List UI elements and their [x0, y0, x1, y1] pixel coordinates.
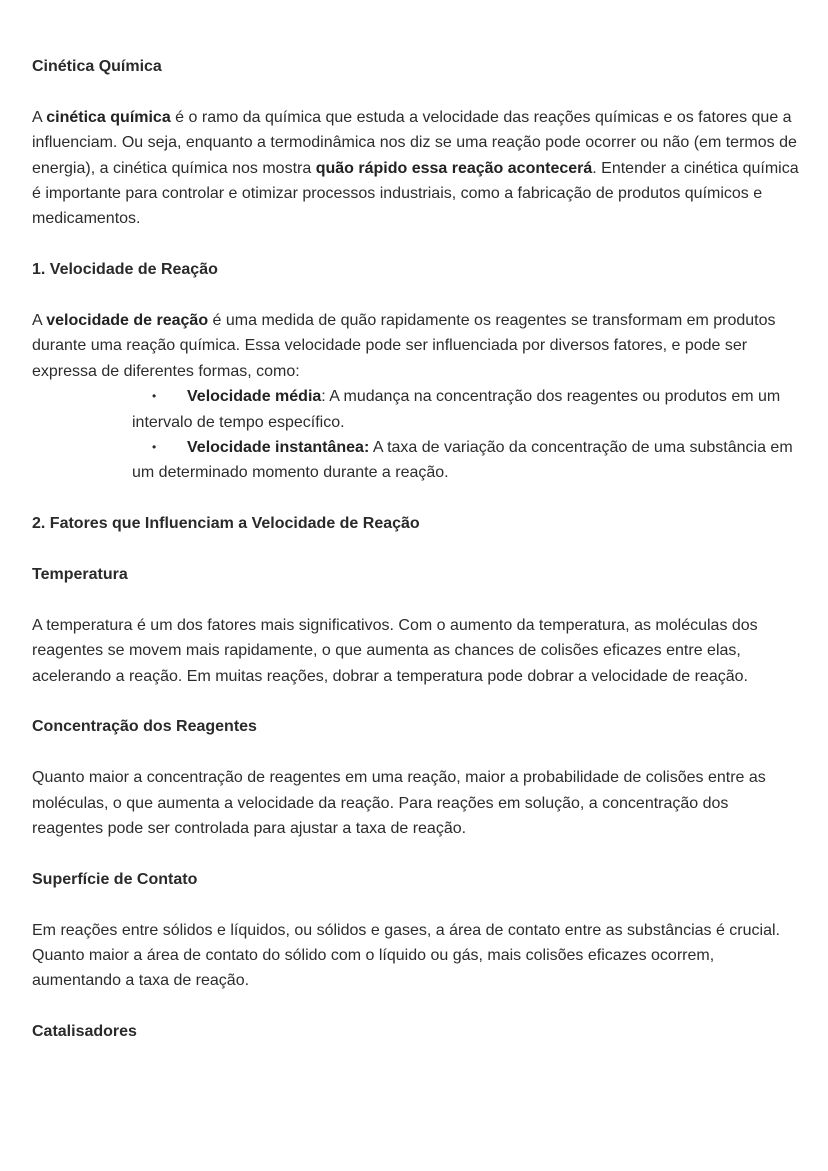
bullet-marker: •	[152, 389, 157, 404]
temperatura-heading: Temperatura	[32, 566, 128, 584]
document-body	[32, 54, 804, 1045]
list-item-velocidade-media	[132, 384, 804, 435]
section-1-text-1: A	[32, 312, 47, 330]
section-1-heading: 1. Velocidade de Reação	[32, 261, 218, 279]
intro-text-3: . Entender a cinética química é importante para controlar e otimizar processos industriais, como a fabricação de produtos químicos e medicamentos.	[32, 159, 799, 228]
section-1-text-2: é uma medida de quão rapidamente os reagentes se transformam em produtos durante uma reação química. Essa velocidade pode ser influenciada por diversos fatores, e pode ser expressa de diferentes formas, como:	[32, 312, 776, 380]
bullet-marker: •	[152, 440, 157, 455]
document-title: Cinética Química	[32, 58, 162, 75]
list-item-velocidade-instantanea	[132, 435, 804, 486]
catalisadores-heading: Catalisadores	[32, 1023, 137, 1041]
section-1-paragraph	[32, 308, 804, 384]
concentracao-heading: Concentração dos Reagentes	[32, 718, 257, 736]
superficie-heading: Superfície de Contato	[32, 870, 198, 888]
intro-bold-2: quão rápido essa reação acontecerá	[315, 159, 593, 177]
list-item-term: Velocidade instantânea:	[187, 439, 370, 457]
list-item-text: A taxa de variação da concentração de uma substância em um determinado momento durante a reação.	[132, 439, 793, 482]
concentracao-paragraph: Quanto maior a concentração de reagentes em uma reação, maior a probabilidade de colisões entre as moléculas, o que aumenta a velocidade da reação. Para reações em solução, a concentração dos reagentes pode ser controlada para ajustar a taxa de reação.	[32, 769, 766, 838]
list-item-term: Velocidade média	[187, 388, 322, 406]
intro-bold-1: cinética química	[46, 108, 171, 126]
superficie-paragraph: Em reações entre sólidos e líquidos, ou sólidos e gases, a área de contato entre as substâncias é crucial. Quanto maior a área de contato do sólido com o líquido ou gás, mais colisões eficazes ocorrem, aumentando a taxa de reação.	[32, 921, 780, 990]
section-1-bold-1: velocidade de reação	[46, 312, 209, 330]
temperatura-paragraph: A temperatura é um dos fatores mais significativos. Com o aumento da temperatura, as moléculas dos reagentes se movem mais rapidamente, o que aumenta as chances de colisões eficazes entre elas, acelerando a reação. Em muitas reações, dobrar a temperatura pode dobrar a velocidade de reação.	[32, 616, 758, 685]
velocity-types-list	[32, 384, 804, 486]
section-2-heading: 2. Fatores que Influenciam a Velocidade de Reação	[32, 515, 420, 533]
list-item-text: : A mudança na concentração dos reagentes ou produtos em um intervalo de tempo específico.	[132, 388, 781, 431]
intro-paragraph	[32, 105, 804, 232]
intro-text-1: A	[32, 108, 47, 126]
intro-text-2: é o ramo da química que estuda a velocidade das reações químicas e os fatores que a influenciam. Ou seja, enquanto a termodinâmica nos diz se uma reação pode ocorrer ou não (em termos de energia), a cinética química nos mostra	[32, 108, 797, 177]
